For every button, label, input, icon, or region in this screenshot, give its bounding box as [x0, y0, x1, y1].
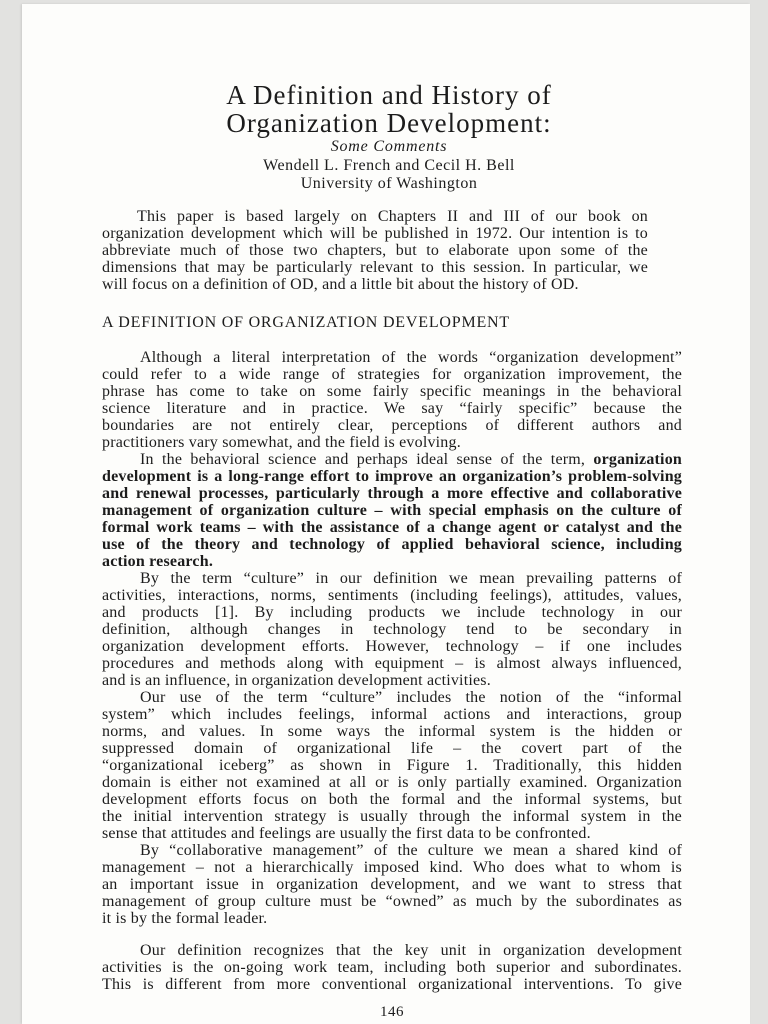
- title-line-1: A Definition and History of: [226, 80, 552, 110]
- text-line: activities, interactions, norms, sentiments (including feelings), attitudes, values,: [102, 586, 682, 604]
- bold-text: management of organization culture – with special emphasis on the culture of: [102, 501, 682, 519]
- intro-section: [102, 208, 648, 293]
- text-line: Although a literal interpretation of the words “organization development”: [140, 348, 682, 366]
- text-line: management of group culture must be “owned” as much by the subordinates as: [102, 892, 682, 910]
- text-line: [102, 468, 682, 485]
- affiliation: University of Washington: [300, 175, 478, 192]
- body-paragraph: [102, 570, 682, 689]
- text-line: Our definition recognizes that the key unit in organization development: [140, 941, 682, 959]
- body-paragraph: [102, 451, 682, 570]
- text-line: By “collaborative management” of the culture we mean a shared kind of: [140, 841, 682, 859]
- text-line: development efforts focus on both the formal and the informal systems, but: [102, 790, 682, 808]
- text-line: definition, although changes in technology tend to be secondary in: [102, 620, 682, 638]
- text-line: [102, 519, 682, 536]
- text-line: procedures and methods along with equipment – is almost always influenced,: [102, 654, 682, 672]
- text-line: Our use of the term “culture” includes the notion of the “informal: [140, 688, 682, 706]
- title-block: [100, 81, 678, 193]
- text-line: abbreviate much of those two chapters, but to elaborate upon some of the: [102, 242, 648, 259]
- section-body: [102, 349, 682, 993]
- text-line: management – not a hierarchically imposed kind. Who does what to whom is: [102, 858, 682, 876]
- text-line: science literature and in practice. We say “fairly specific” because the: [102, 399, 682, 417]
- text-line: organization development which will be published in 1972. Our intention is to: [102, 225, 648, 242]
- text-line: [102, 485, 682, 502]
- body-paragraph: [102, 942, 682, 993]
- text-line: [102, 502, 682, 519]
- bold-text: and renewal processes, particularly through a more effective and collaborative: [102, 484, 682, 502]
- text-line: suppressed domain of organizational life – the covert part of the: [102, 739, 682, 757]
- body-paragraph: [102, 842, 682, 927]
- text-line: [102, 536, 682, 553]
- text-line: the initial intervention strategy is usually through the informal system in the: [102, 807, 682, 825]
- subtitle: Some Comments: [330, 138, 448, 155]
- text-line: This paper is based largely on Chapters II and III of our book on: [137, 208, 648, 225]
- text-line: system” which includes feelings, informal actions and interactions, group: [102, 705, 682, 723]
- text-line: and products [1]. By including products we include technology in our: [102, 603, 682, 621]
- text-line: an important issue in organization development, and we want to stress that: [102, 875, 682, 893]
- text-line: activities is the on-going work team, including both superior and subordinates.: [102, 958, 682, 976]
- text-line: [102, 451, 682, 468]
- text-line: organization development efforts. However, technology – if one includes: [102, 637, 682, 655]
- text-line: it is by the formal leader.: [102, 909, 268, 927]
- text-line: domain is either not examined at all or is only partially examined. Organization: [102, 773, 682, 791]
- bold-text: use of the theory and technology of applied behavioral science, including: [102, 535, 682, 553]
- title-line-2: Organization Development:: [226, 108, 552, 138]
- text-line: will focus on a definition of OD, and a little bit about the history of OD.: [102, 276, 579, 293]
- text-line: boundaries are not entirely clear, perceptions of different authors and: [102, 416, 682, 434]
- intro-paragraph: [102, 208, 648, 293]
- text-span: In the behavioral science and perhaps ideal sense of the term,: [140, 450, 594, 468]
- text-line: norms, and values. In some ways the informal system is the hidden or: [102, 722, 682, 740]
- text-line: dimensions that may be particularly relevant to this session. In particular, we: [102, 259, 648, 276]
- text-line: sense that attitudes and feelings are usually the first data to be confronted.: [102, 824, 591, 842]
- authors: Wendell L. French and Cecil H. Bell: [263, 157, 515, 174]
- text-line: could refer to a wide range of strategies for organization improvement, the: [102, 365, 682, 383]
- text-line: [102, 553, 682, 570]
- text-line: practitioners vary somewhat, and the field is evolving.: [102, 433, 461, 451]
- bold-text: development is a long-range effort to improve an organization’s problem-solving: [102, 467, 682, 485]
- text-line: “organizational iceberg” as shown in Figure 1. Traditionally, this hidden: [102, 756, 682, 774]
- body-paragraph: [102, 349, 682, 451]
- page-number: 146: [380, 1003, 404, 1020]
- bold-text: organization: [593, 450, 682, 468]
- text-line: By the term “culture” in our definition we mean prevailing patterns of: [140, 569, 682, 587]
- body-paragraph: [102, 689, 682, 842]
- bold-text: action research.: [102, 552, 214, 570]
- bold-text: formal work teams – with the assistance of a change agent or catalyst and the: [102, 518, 682, 536]
- section-heading: A DEFINITION OF ORGANIZATION DEVELOPMENT: [102, 313, 510, 331]
- text-line: and is an influence, in organization development activities.: [102, 671, 491, 689]
- text-line: phrase has come to take on some fairly specific meanings in the behavioral: [102, 382, 682, 400]
- text-line: This is different from more conventional organizational interventions. To give: [102, 975, 682, 993]
